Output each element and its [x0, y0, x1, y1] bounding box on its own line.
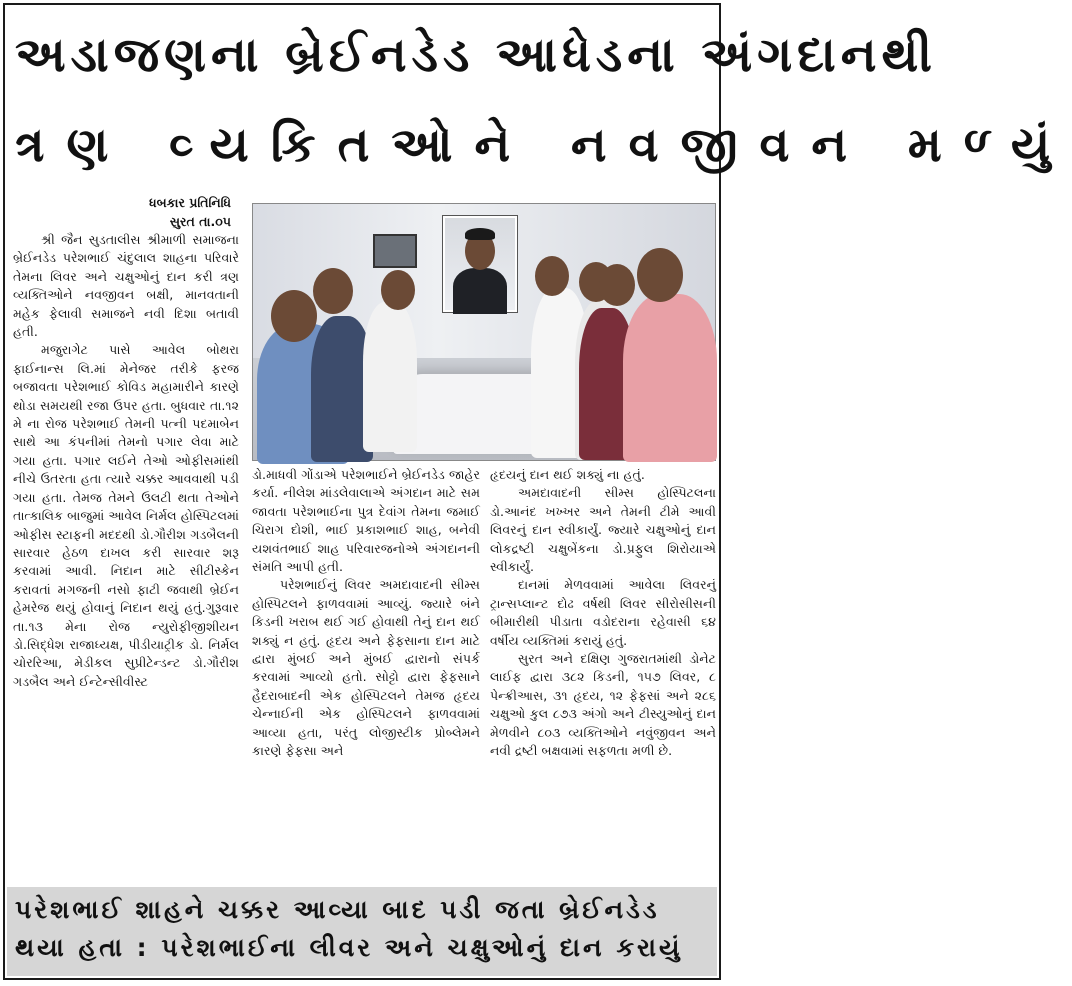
- photo-person-head: [381, 270, 415, 310]
- photo-person-pink-shirt: [623, 294, 717, 462]
- donor-portrait-inset: [443, 216, 517, 312]
- footer-line-1: પરેશભાઈ શાહને ચક્કર આવ્યા બાદ પડી જતા બ્રેઈનડેડ: [15, 895, 660, 924]
- photo-medical-monitor: [373, 234, 417, 268]
- article-column-1: [13, 193, 239, 691]
- newspaper-clipping: [3, 3, 1072, 980]
- photo-person-head: [599, 264, 635, 306]
- column-3-paragraph-2: અમદાવાદની સીમ્સ હોસ્પિટલના ડો.આનંદ ખખ્ખર અને તેમની ટીમે આવી લિવરનું દાન સ્વીકાર્યું. જ્યારે ચક્ષુઓનું દાન લોકદ્રષ્ટી ચક્ષુબેંકના ડો.પ્રફુલ શિરોયાએ સ્વીકાર્યું.: [490, 485, 716, 575]
- column-2-paragraph-1: ડો.માધવી ગોંડાએ પરેશભાઈને બ્રેઈનડેડ જાહેર કર્યા. નીલેશ માંડલેવાલાએ અંગદાન માટે સમ જાવતા પરેશભાઈના પુત્ર દેવાંગ તેમના જમાઈ ચિરાગ દોશી, ભાઈ પ્રકાશભાઈ શાહ, બનેવી યશવંતભાઈ શાહ પરિવારજનોએ અંગદાનની સંમતિ આપી હતી.: [252, 467, 480, 575]
- headline-line-2: ત્રણ વ્યકિતઓને નવજીવન મળ્યું: [15, 117, 1072, 173]
- photo-person-head: [535, 256, 569, 296]
- column-3-paragraph-4: સુરત અને દક્ષિણ ગુજરાતમાંથી ડોનેટ લાઈફ દ્વારા ૩૮૨ કિડની, ૧૫૭ લિવર, ૮ પેન્ક્રીઆસ, ૩૧ હૃદય, ૧૨ ફેફસાં અને ૨૮૬ ચક્ષુઓ કુલ ૮૭૩ અંગો અને ટીસ્યુઓનું દાન મેળવીને ૮૦૩ વ્યક્તિઓને નવુંજીવન અને નવી દ્રષ્ટી બક્ષવામાં સફળતા મળી છે.: [490, 651, 716, 759]
- byline-dateline: સુરત તા.૦૫: [169, 214, 231, 229]
- photo-person-head: [271, 290, 317, 342]
- article-column-3: [490, 466, 716, 761]
- headline-line-1: અડાજણના બ્રેઈનડેડ આધેડના અંગદાનથી: [15, 27, 938, 83]
- column-3-paragraph-3: દાનમાં મેળવવામાં આવેલા લિવરનું ટ્રાન્સપ્લાન્ટ દોઢ વર્ષથી લિવર સીરોસીસની બીમારીથી પીડાતા વડોદરાના રહેવાસી ૬૪ વર્ષીય વ્યક્તિમાં કરાયું હતું.: [490, 577, 716, 648]
- byline-reporter: ધબકાર પ્રતિનિધિ: [149, 195, 231, 210]
- hospital-tribute-photo: [252, 203, 716, 461]
- photo-person-head: [313, 268, 353, 314]
- photo-person-white-shirt: [363, 302, 417, 452]
- column-1-paragraph-2: મજુરાગેટ પાસે આવેલ બોથરા ફાઈનાન્સ લિ.માં મેનેજર તરીકે ફરજ બજાવતા પરેશભાઈ કોવિડ મહામારીને કારણે થોડા સમયથી રજા ઉપર હતા. બુધવાર તા.૧૨ મે ના રોજ પરેશભાઈ તેમની પત્ની પદમાબેન સાથે આ કંપનીમાં તેમનો પગાર લેવા માટે ગયા હતા. પગાર લઈને તેઓ ઓફીસમાંથી નીચે ઉતરતા હતા ત્યારે ચક્કર આવવાથી પડી ગયા હતા. તેમજ તેમને ઉલટી થતા તેઓને તાત્કાલિક બાજુમાં આવેલ નિર્મલ હોસ્પિટલમાં ઓફીસ સ્ટાફની મદદથી ડો.ગૌરીશ ગડબૈલની સારવાર હેઠળ દાખલ કરી સારવાર શરૂ કરવામાં આવી. નિદાન માટે સીટીસ્કેન કરાવતાં મગજની નસો ફાટી જવાથી બ્રેઈન હેમરેજ થયું હોવાનું નિદાન થયું હતું.ગુરૂવાર તા.૧૩ મેના રોજ ન્યુરોફીજીશીયન ડો.સિદ્ધેશ રાજાધ્યક્ષ, પીડીયાટ્રીક ડો. નિર્મલ ચોરરિઆ, મેડીકલ સુપ્રીટેન્ડન્ટ ડો.ગૌરીશ ગડબૈલ અને ઈન્ટેન્સીવીસ્ટ: [13, 342, 239, 689]
- headline: [15, 9, 1072, 183]
- column-3-paragraph-1: હૃદયનું દાન થઈ શક્યું ના હતું.: [490, 467, 645, 482]
- column-1-paragraph-1: શ્રી જૈન સુડતાલીસ શ્રીમાળી સમાજના બ્રેઈનડેડ પરેશભાઈ ચંદુલાલ શાહના પરિવારે તેમના લિવર અને ચક્ષુઓનું દાન કરી ત્રણ વ્યક્તિઓને નવજીવન બક્ષી, માનવતાની મહેક ફેલાવી સમાજને નવી દિશા બતાવી હતી.: [13, 232, 239, 340]
- article-column-2: [252, 466, 480, 761]
- column-2-paragraph-2: પરેશભાઈનું લિવર અમદાવાદની સીમ્સ હોસ્પિટલને ફાળવવામાં આવ્યું. જ્યારે બંને કિડની ખરાબ થઈ ગઈ હોવાથી તેનું દાન થઈ શક્યું ન હતું. હૃદય અને ફેફસાના દાન માટે દ્વારા મુંબઈ અને મુંબઈ દ્વારાનો સંપર્ક કરવામાં આવ્યો હતો. સોટ્ટો દ્વારા ફેફસાને હૈદરાબાદની એક હોસ્પિટલને તેમજ હૃદય ચેન્નાઈની એક હોસ્પિટલને ફાળવવામાં આવ્યા હતા, પરંતુ લોજીસ્ટીક પ્રોબ્લેમને કારણે ફેફસા અને: [252, 577, 480, 759]
- footer-line-2: થયા હતા : પરેશભાઈના લીવર અને ચક્ષુઓનું દાન કરાયું: [15, 933, 683, 962]
- photo-person-head: [637, 248, 683, 302]
- footer-subheadline: [7, 887, 717, 976]
